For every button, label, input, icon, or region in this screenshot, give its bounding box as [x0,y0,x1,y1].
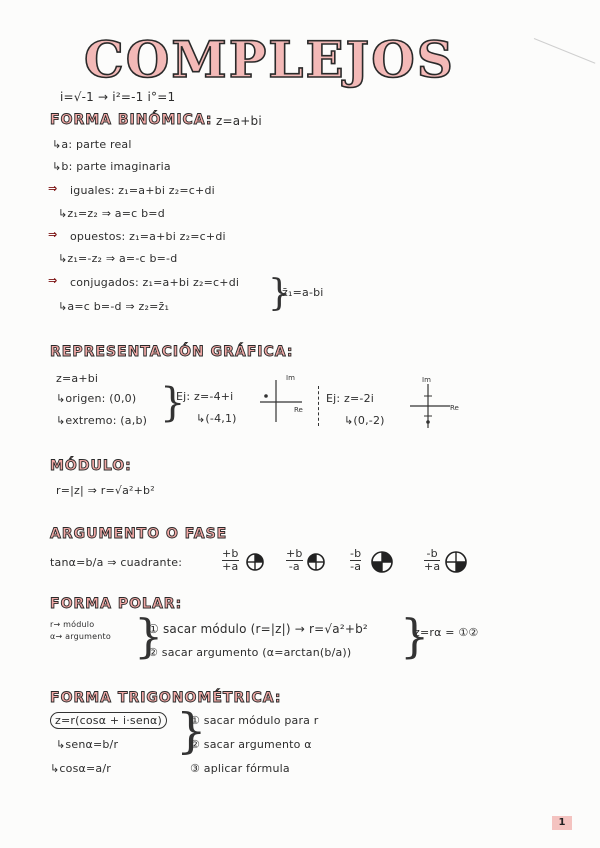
binomica-line: ↳z₁=z₂ ⇒ a=c b=d [58,207,165,220]
polar-result: z=rα = ①② [414,626,479,639]
polar-step-2: ② sacar argumento (α=arctan(b/a)) [148,646,352,659]
arrow-icon: ⇒ [48,228,58,241]
im-axis-label: Im [422,376,431,384]
binomica-line: conjugados: z₁=a+bi z₂=c+di [70,276,240,289]
imaginary-unit-definition: i=√-1 → i²=-1 i°=1 [60,90,176,104]
section-heading-trig: FORMA TRIGONOMÉTRICA: [50,690,282,706]
polar-step-1: ① sacar módulo (r=|z|) → r=√a²+b² [148,622,368,636]
complex-plane-graph-2 [404,374,468,430]
binomica-line: ↳a: parte real [52,138,132,151]
quadrant-fraction: -b -a [350,547,362,573]
quadrant-fraction: +b +a [222,547,239,573]
trig-cos: ↳cosα=a/r [50,762,111,775]
binomica-line: iguales: z₁=a+bi z₂=c+di [70,184,215,197]
example-1-expression: Ej: z=-4+i [176,390,234,403]
quadrant-2-icon [306,552,326,572]
im-axis-label: Im [286,374,295,382]
binomica-formula: z=a+bi [216,114,262,128]
quadrant-3-icon [370,550,394,574]
brace-icon: } [134,609,164,663]
section-heading-argumento: ARGUMENTO O FASE [50,526,228,542]
grafica-line: ↳origen: (0,0) [56,392,137,405]
binomica-line: ↳a=c b=-d ⇒ z₂=z̄₁ [58,300,170,313]
pencil-mark [534,38,596,64]
trig-sen: ↳senα=b/r [56,738,119,751]
divider [318,386,319,426]
example-2-expression: Ej: z=-2i [326,392,375,405]
brace-icon: } [160,380,186,426]
conjugate-result: z̄₁=a-bi [282,286,324,299]
binomica-line: ↳b: parte imaginaria [52,160,171,173]
trig-step-1: ① sacar módulo para r [190,714,319,727]
polar-legend-argumento: α→ argumento [50,632,111,641]
example-2-point: ↳(0,-2) [344,414,385,427]
section-heading-modulo: MÓDULO: [50,458,132,474]
arrow-icon: ⇒ [48,182,58,195]
argumento-formula: tanα=b/a ⇒ cuadrante: [50,556,183,569]
quadrant-fraction: -b +a [424,547,441,573]
grafica-line: z=a+bi [56,372,99,385]
modulo-formula: r=|z| ⇒ r=√a²+b² [56,484,155,497]
quadrant-4-icon [444,550,468,574]
quadrant-fraction: +b -a [286,547,303,573]
section-heading-binomica: FORMA BINÓMICA: [50,112,213,128]
brace-icon: } [400,609,430,663]
trig-formula: z=r(cosα + i·senα) [50,712,167,729]
section-heading-polar: FORMA POLAR: [50,596,183,612]
trig-step-3: ③ aplicar fórmula [190,762,290,775]
brace-icon: } [176,703,207,759]
page-number: 1 [552,816,572,830]
brace-icon: } [268,273,291,314]
section-heading-grafica: REPRESENTACIÓN GRÁFICA: [50,344,294,360]
binomica-line: ↳z₁=-z₂ ⇒ a=-c b=-d [58,252,178,265]
arrow-icon: ⇒ [48,274,58,287]
re-axis-label: Re [294,406,303,414]
page-title: COMPLEJOS [84,30,455,89]
grafica-line: ↳extremo: (a,b) [56,414,148,427]
trig-step-2: ② sacar argumento α [190,738,312,751]
complex-plane-graph-1 [256,372,316,424]
re-axis-label: Re [450,404,459,412]
quadrant-1-icon [245,552,265,572]
example-1-point: ↳(-4,1) [196,412,237,425]
polar-legend-modulo: r→ módulo [50,620,95,629]
binomica-line: opuestos: z₁=a+bi z₂=c+di [70,230,226,243]
